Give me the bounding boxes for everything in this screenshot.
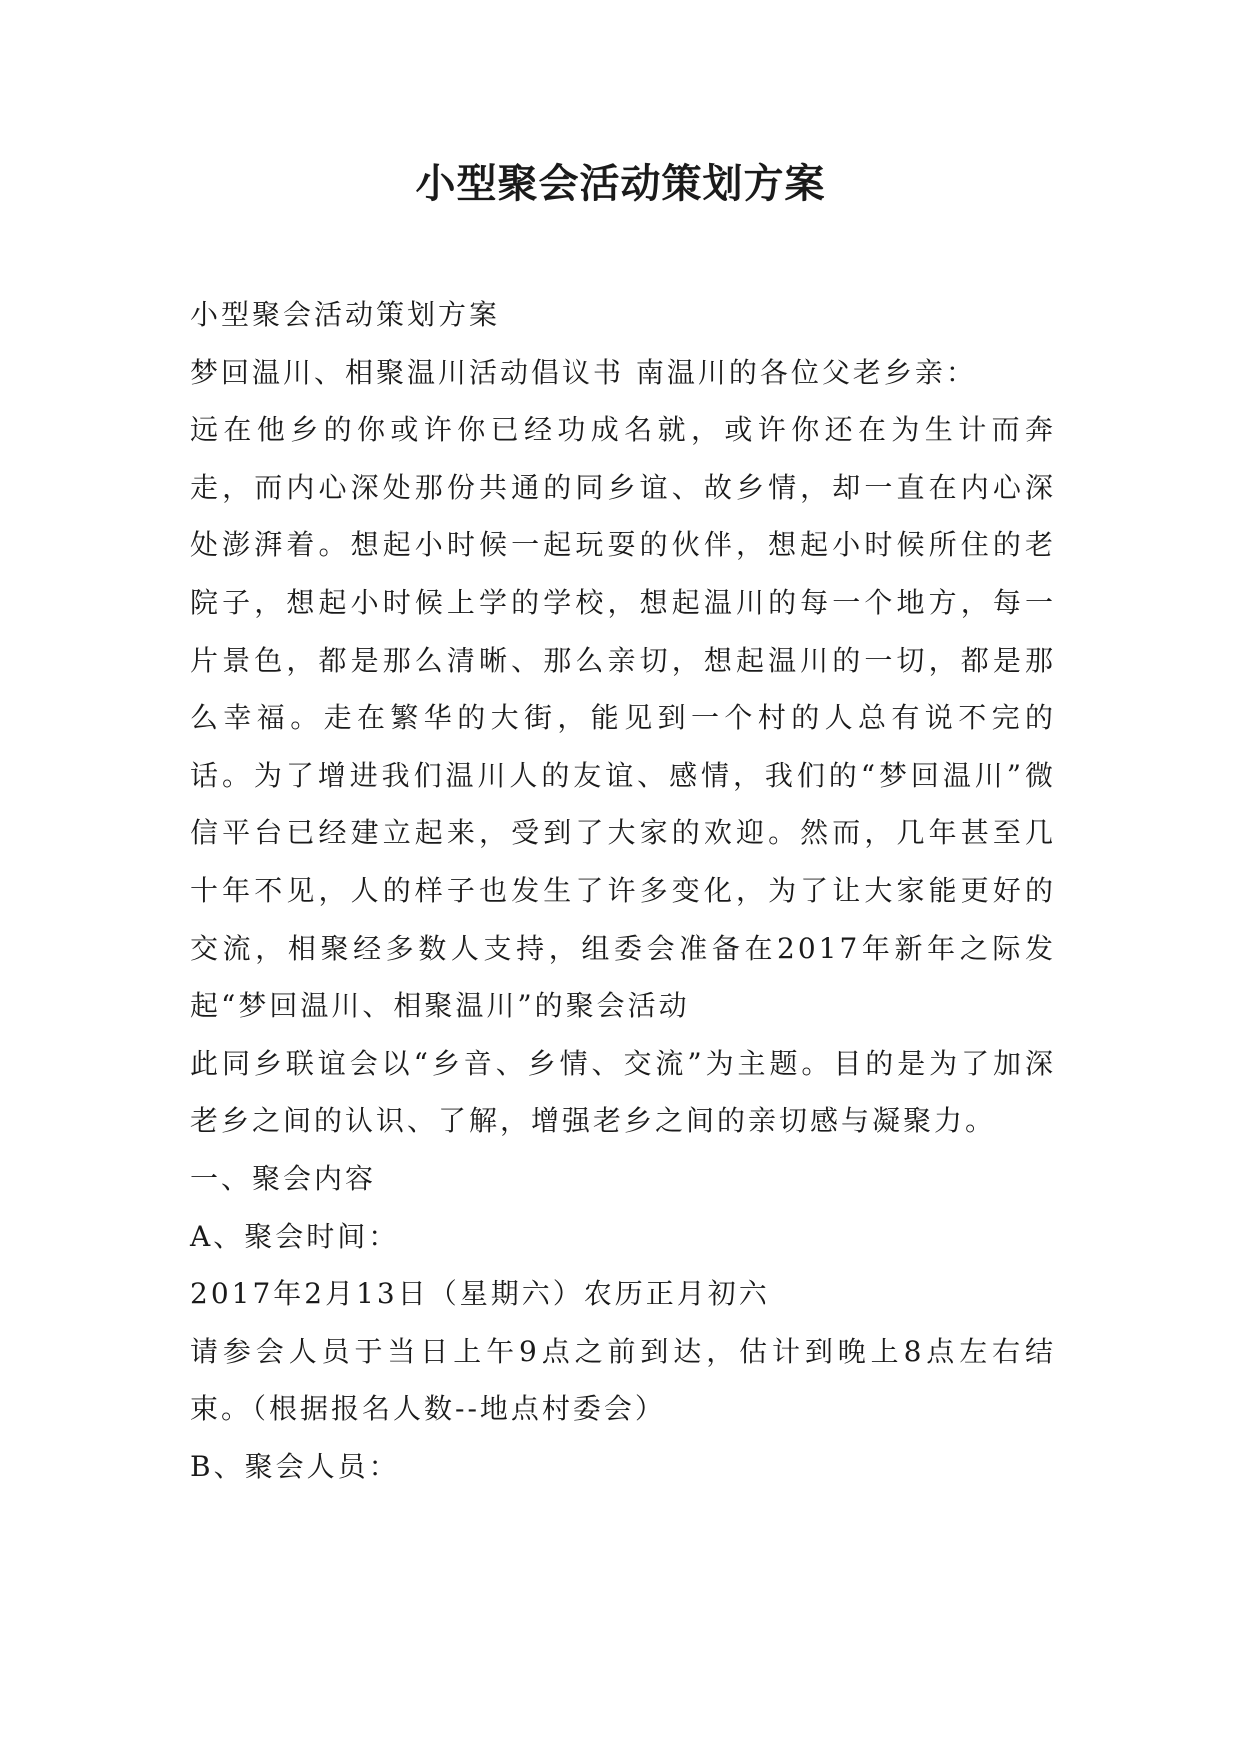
- paragraph-arrival: 请参会人员于当日上午9点之前到达，估计到晚上8点左右结束。（根据报名人数--地点村委会）: [190, 1334, 1056, 1426]
- section-heading-content: 一、聚会内容: [190, 1161, 377, 1195]
- paragraph-invitation: 远在他乡的你或许你已经功成名就，或许你还在为生计而奔走，而内心深处那份共通的同乡谊、故乡情，却一直在内心深处澎湃着。想起小时候一起玩耍的伙伴，想起小时候所住的老院子，想起小时候上学的学校，想起温川的每一个地方，每一片景色，都是那么清晰、那么亲切，想起温川的一切，都是那么幸福。走在繁华的大街，能见到一个村的人总有说不完的话。为了增进我们温川人的友谊、感情，我们的“梦回温川”微信平台已经建立起来，受到了大家的欢迎。然而，几年甚至几十年不见，人的样子也发生了许多变化，为了让大家能更好的交流，相聚经多数人支持，组委会准备在2017年新年之际发起“梦回温川、相聚温川”的聚会活动: [190, 413, 1056, 1023]
- subheading-time: A、聚会时间：: [190, 1219, 400, 1253]
- document-title: 小型聚会活动策划方案: [415, 160, 826, 207]
- paragraph-subtitle: 小型聚会活动策划方案: [190, 298, 501, 331]
- document-body: [190, 286, 1056, 1495]
- paragraph-date: 2017年2月13日（星期六）农历正月初六: [190, 1277, 770, 1311]
- subheading-attendees: B、聚会人员：: [190, 1449, 400, 1483]
- paragraph-theme: 此同乡联谊会以“乡音、乡情、交流”为主题。目的是为了加深老乡之间的认识、了解，增强老乡之间的亲切感与凝聚力。: [190, 1046, 1056, 1138]
- paragraph-greeting: 梦回温川、相聚温川活动倡议书 南温川的各位父老乡亲：: [190, 355, 977, 389]
